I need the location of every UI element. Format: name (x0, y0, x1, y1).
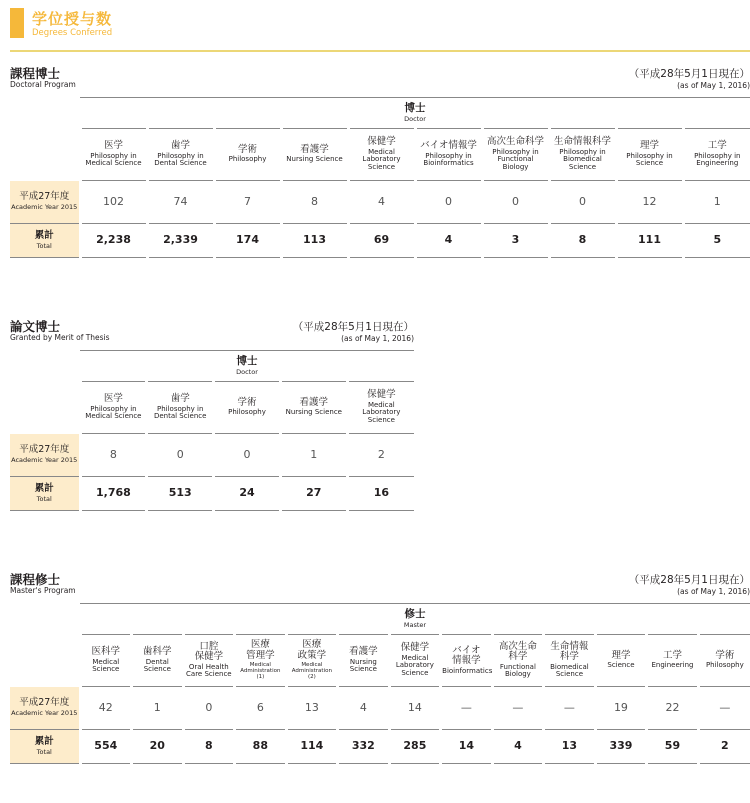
doctoral-column-header (147, 129, 214, 181)
master-row-label-jp: 累計 (34, 735, 54, 747)
doctoral-table-cell: 4 (348, 181, 415, 224)
master-column-label: 理学 (611, 649, 631, 661)
master-column-header (647, 635, 699, 687)
master-table-cell: 114 (286, 730, 338, 764)
thesis-group-label-en: Doctor (236, 368, 258, 377)
master-column-label: 口腔 (199, 640, 219, 652)
master-table-cell: — (698, 687, 750, 730)
thesis-row-label (10, 434, 80, 477)
master-column-header (389, 635, 441, 687)
master-row-label-en: Total (36, 748, 52, 757)
master-table-cell: 2 (698, 730, 750, 764)
master-column-label-en: Bioinformatics (442, 666, 493, 675)
doctoral-column-header (482, 129, 549, 181)
master-row-label-en: Academic Year 2015 (11, 709, 78, 718)
doctoral-column-label: 工学 (707, 140, 727, 152)
doctoral-row-label (10, 181, 80, 224)
doctoral-column-label-en: Philosophy in Dental Science (154, 151, 207, 168)
thesis-column-label: 保健学 (367, 389, 396, 401)
master-column-label-en: Science (607, 661, 635, 670)
thesis-column-label: 学術 (237, 396, 257, 408)
doctoral-column-label: 保健学 (367, 136, 396, 148)
doctoral-table-cell: 5 (683, 224, 750, 258)
master-column-label: 工学 (662, 649, 682, 661)
master-section (10, 570, 750, 600)
master-column-header (441, 635, 493, 687)
doctoral-row-label-jp: 平成27年度 (19, 190, 70, 202)
page-title: 学位授与数 (32, 10, 113, 28)
master-group-header (80, 604, 750, 635)
master-table-cell: 6 (235, 687, 287, 730)
doctoral-column-header-row (10, 129, 750, 181)
master-title: 課程修士 (10, 572, 61, 587)
thesis-group-row (10, 351, 414, 382)
thesis-table-cell: 1,768 (80, 477, 147, 511)
thesis-row-label-en: Academic Year 2015 (11, 456, 78, 465)
master-column-header (595, 635, 647, 687)
thesis-table-cell: 2 (347, 434, 414, 477)
master-table-cell: 22 (647, 687, 699, 730)
doctoral-column-header (616, 129, 683, 181)
doctoral-column-label-en: Nursing Science (286, 155, 343, 164)
master-group-row (10, 604, 750, 635)
master-table-cell: — (492, 687, 544, 730)
master-column-label: 生命情報 (550, 640, 589, 652)
thesis-subtitle: Granted by Merit of Thesis (10, 333, 110, 342)
master-column-label-en: Philosophy (705, 661, 744, 670)
master-column-label: 情報学 (452, 655, 481, 667)
master-column-header (338, 635, 390, 687)
master-table-cell: 59 (647, 730, 699, 764)
master-column-label: 保健学 (194, 651, 224, 663)
doctoral-column-header (281, 129, 348, 181)
thesis-date: （平成28年5月1日現在） (292, 321, 414, 333)
doctoral-title: 課程博士 (10, 66, 61, 81)
thesis-corner-cell-2 (10, 382, 80, 434)
thesis-table (10, 350, 414, 511)
doctoral-column-header (348, 129, 415, 181)
doctoral-column-label-en: Philosophy in Functional Biology (492, 147, 539, 172)
master-column-label: 看護学 (349, 646, 378, 658)
doctoral-table-cell: 69 (348, 224, 415, 258)
thesis-column-label-en: Philosophy in Medical Science (85, 404, 142, 421)
doctoral-subtitle: Doctoral Program (10, 80, 76, 89)
master-table (10, 603, 750, 764)
master-column-header-row (10, 635, 750, 687)
doctoral-table-cell: 2,238 (80, 224, 147, 258)
thesis-group-label: 博士 (236, 354, 258, 367)
doctoral-table-cell: 4 (415, 224, 482, 258)
master-column-label-en: Medical Laboratory Science (395, 653, 434, 678)
master-column-label: バイオ (452, 644, 481, 656)
doctoral-column-header (415, 129, 482, 181)
master-year-row (10, 687, 750, 730)
doctoral-column-header (80, 129, 147, 181)
thesis-total-row (10, 477, 414, 511)
master-column-header (492, 635, 544, 687)
doctoral-total-row (10, 224, 750, 258)
doctoral-group-row (10, 98, 750, 129)
doctoral-column-header (549, 129, 616, 181)
master-subtitle: Master's Program (10, 586, 76, 595)
master-total-row (10, 730, 750, 764)
doctoral-column-label-en: Philosophy (228, 155, 267, 164)
thesis-date-en: (as of May 1, 2016) (341, 334, 414, 343)
page-subtitle: Degrees Conferred (32, 28, 113, 38)
thesis-column-label-en: Medical Laboratory Science (362, 400, 401, 425)
doctoral-table-cell: 0 (415, 181, 482, 224)
master-table-cell: 13 (544, 730, 596, 764)
doctoral-table-cell: 74 (147, 181, 214, 224)
master-table-cell: 20 (132, 730, 184, 764)
thesis-table-cell: 24 (214, 477, 281, 511)
thesis-column-label-en: Philosophy in Dental Science (153, 404, 207, 421)
thesis-section (10, 317, 414, 347)
master-date: （平成28年5月1日現在） (628, 574, 750, 586)
doctoral-corner-cell-2 (10, 129, 80, 181)
master-column-header (698, 635, 750, 687)
master-table-cell: 13 (286, 687, 338, 730)
master-column-header (286, 635, 338, 687)
master-table-cell: 554 (80, 730, 132, 764)
master-table-cell: 332 (338, 730, 390, 764)
doctoral-column-label: 理学 (639, 140, 659, 152)
doctoral-group-label-en: Doctor (404, 115, 426, 124)
master-column-header (183, 635, 235, 687)
doctoral-row-label-en: Academic Year 2015 (11, 203, 78, 212)
master-table-cell: 88 (235, 730, 287, 764)
doctoral-table-cell: 174 (214, 224, 281, 258)
doctoral-column-label: バイオ情報学 (420, 140, 477, 152)
thesis-column-label: 医学 (103, 393, 123, 405)
thesis-column-header (214, 382, 281, 434)
thesis-table-cell: 8 (80, 434, 147, 477)
doctoral-table-cell: 1 (683, 181, 750, 224)
master-row-label (10, 687, 80, 730)
master-row-label-jp: 平成27年度 (19, 696, 70, 708)
doctoral-table-cell: 0 (482, 181, 549, 224)
master-table-cell: 14 (441, 730, 493, 764)
master-column-label-en: Biomedical Science (550, 662, 589, 679)
doctoral-row-label-jp: 累計 (34, 229, 54, 241)
doctoral-column-label-en: Philosophy in Bioinformatics (423, 151, 474, 168)
master-column-label-en: Oral Health Care Science (186, 662, 232, 679)
master-group-label: 修士 (404, 607, 426, 620)
doctoral-table-cell: 8 (549, 224, 616, 258)
doctoral-table-cell: 8 (281, 181, 348, 224)
thesis-corner-cell (10, 351, 80, 382)
master-column-label: 医科学 (91, 646, 121, 658)
page-header (10, 8, 750, 52)
doctoral-column-header (214, 129, 281, 181)
doctoral-table-cell: 113 (281, 224, 348, 258)
master-column-label-en: Medical Administration (2) (291, 662, 332, 681)
master-column-label: 科学 (508, 651, 528, 663)
thesis-column-header (347, 382, 414, 434)
doctoral-table-cell: 102 (80, 181, 147, 224)
doctoral-year-row (10, 181, 750, 224)
doctoral-column-label: 看護学 (300, 143, 329, 155)
doctoral-column-label-en: Philosophy in Engineering (694, 151, 741, 168)
thesis-column-header (80, 382, 147, 434)
doctoral-section (10, 64, 750, 94)
master-column-label: 歯科学 (143, 646, 172, 658)
thesis-column-label: 看護学 (299, 396, 329, 408)
thesis-row-label-jp: 累計 (34, 482, 54, 494)
master-column-label: 政策学 (297, 649, 327, 661)
thesis-group-header (80, 351, 414, 382)
doctoral-table-cell: 7 (214, 181, 281, 224)
master-table-cell: 1 (132, 687, 184, 730)
doctoral-column-label-en: Medical Laboratory Science (362, 147, 401, 172)
master-table-cell: — (544, 687, 596, 730)
master-column-header (544, 635, 596, 687)
master-table-cell: 42 (80, 687, 132, 730)
master-column-label: 科学 (559, 651, 579, 663)
master-column-label-en: Medical Administration (1) (240, 662, 281, 681)
doctoral-table-cell: 3 (482, 224, 549, 258)
master-table-cell: — (441, 687, 493, 730)
master-table-cell: 4 (492, 730, 544, 764)
master-column-label-en: Dental Science (143, 657, 171, 674)
master-table-cell: 339 (595, 730, 647, 764)
doctoral-column-label: 学術 (237, 143, 257, 155)
master-column-header (132, 635, 184, 687)
thesis-year-row (10, 434, 414, 477)
master-column-label-en: Engineering (651, 661, 694, 670)
doctoral-group-header (80, 98, 750, 129)
doctoral-row-label (10, 224, 80, 258)
thesis-column-label-en: Philosophy (228, 408, 266, 417)
thesis-column-label-en: Nursing Science (285, 408, 342, 417)
master-table-cell: 4 (338, 687, 390, 730)
thesis-column-header (280, 382, 347, 434)
thesis-table-cell: 16 (347, 477, 414, 511)
thesis-table-cell: 513 (147, 477, 214, 511)
thesis-row-label-jp: 平成27年度 (19, 443, 70, 455)
doctoral-table-cell: 2,339 (147, 224, 214, 258)
doctoral-date: （平成28年5月1日現在） (628, 68, 750, 80)
master-column-label: 医療 (302, 639, 322, 651)
doctoral-column-label-en: Philosophy in Science (626, 151, 673, 168)
thesis-table-cell: 27 (280, 477, 347, 511)
doctoral-table-cell: 12 (616, 181, 683, 224)
master-date-en: (as of May 1, 2016) (677, 587, 750, 596)
thesis-column-label: 歯学 (170, 393, 190, 405)
header-divider (10, 50, 750, 52)
master-column-header (80, 635, 132, 687)
master-column-header (235, 635, 287, 687)
doctoral-table (10, 97, 750, 258)
master-table-cell: 14 (389, 687, 441, 730)
master-column-label: 高次生命 (498, 640, 537, 652)
master-table-cell: 8 (183, 730, 235, 764)
master-table-cell: 19 (595, 687, 647, 730)
master-column-label: 医療 (250, 639, 270, 651)
thesis-table-cell: 0 (147, 434, 214, 477)
doctoral-row-label-en: Total (36, 242, 52, 251)
master-table-cell: 0 (183, 687, 235, 730)
doctoral-column-label: 医学 (103, 140, 123, 152)
doctoral-date-en: (as of May 1, 2016) (677, 81, 750, 90)
doctoral-column-label: 生命情報科学 (553, 136, 611, 148)
doctoral-column-label-en: Philosophy in Medical Science (85, 151, 142, 168)
doctoral-column-label: 高次生命科学 (486, 136, 544, 148)
master-column-label: 学術 (715, 649, 735, 661)
doctoral-column-label-en: Philosophy in Biomedical Science (559, 147, 606, 172)
master-column-label-en: Medical Science (92, 657, 120, 674)
master-column-label: 管理学 (246, 649, 275, 661)
doctoral-table-cell: 111 (616, 224, 683, 258)
thesis-row-label (10, 477, 80, 511)
thesis-column-header (147, 382, 214, 434)
doctoral-column-label: 歯学 (170, 140, 190, 152)
master-corner-cell-2 (10, 635, 80, 687)
thesis-table-cell: 1 (280, 434, 347, 477)
master-column-label: 保健学 (400, 642, 430, 654)
master-column-label-en: Nursing Science (349, 657, 377, 674)
thesis-column-header-row (10, 382, 414, 434)
doctoral-corner-cell (10, 98, 80, 129)
master-table-cell: 285 (389, 730, 441, 764)
thesis-title: 論文博士 (10, 319, 61, 334)
thesis-table-cell: 0 (214, 434, 281, 477)
master-row-label (10, 730, 80, 764)
doctoral-table-cell: 0 (549, 181, 616, 224)
header-accent-bar (10, 8, 24, 38)
doctoral-column-header (683, 129, 750, 181)
doctoral-group-label: 博士 (404, 101, 426, 114)
master-group-label-en: Master (403, 621, 427, 630)
master-column-label-en: Functional Biology (499, 662, 536, 679)
thesis-row-label-en: Total (36, 495, 52, 504)
master-corner-cell (10, 604, 80, 635)
